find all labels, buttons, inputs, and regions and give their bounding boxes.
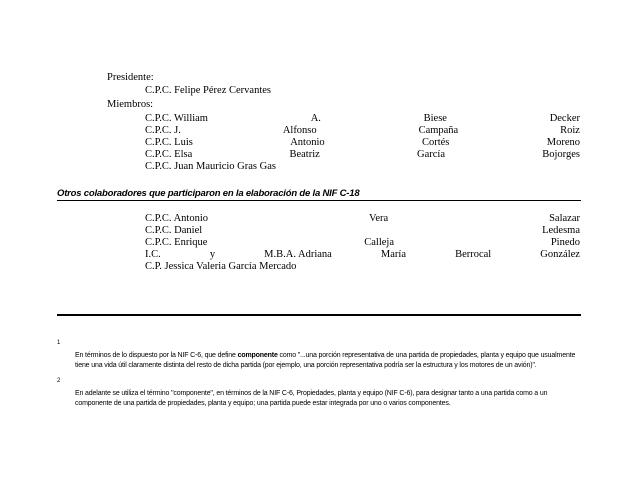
member-cell: García <box>417 149 446 160</box>
member-cell: Beatriz <box>289 149 320 160</box>
collaborator-cell: Calleja <box>364 237 394 248</box>
collaborator-cell: Ledesma <box>542 225 580 236</box>
president-heading: Presidente: <box>107 72 154 83</box>
collaborator-cell: Salazar <box>549 213 580 224</box>
member-cell: C.P.C. Luis <box>145 137 193 148</box>
member-cell: Antonio <box>290 137 325 148</box>
member-cell: Roiz <box>560 125 580 136</box>
member-cell: C.P.C. William <box>145 113 208 124</box>
footnote-1-number: 1 <box>57 340 61 346</box>
member-last: C.P.C. Juan Mauricio Gras Gas <box>145 161 276 172</box>
member-cell: C.P.C. Elsa <box>145 149 193 160</box>
collaborator-cell: González <box>540 249 580 260</box>
collaborator-cell: María <box>380 249 406 260</box>
collaborator-cell: Pinedo <box>550 237 580 248</box>
member-cell: Campaña <box>418 125 459 136</box>
member-cell: Alfonso <box>282 125 317 136</box>
footnote-1-text-start: En términos de lo dispuesto por la NIF C-6, que define <box>75 352 238 359</box>
collaborator-cell: Berrocal <box>455 249 492 260</box>
footnote-2-text: En adelante se utiliza el término "componente", en términos de la NIF C-6, Propiedades, planta y equipo (NIF C-6), para designar tanto a una partida como a un componente de una partida de propiedades, planta y equipo; una partida puede estar integrada por uno o varios componentes. <box>75 390 548 407</box>
collaborator-cell: y <box>209 249 216 260</box>
footnote-1-term: componente <box>237 352 278 359</box>
collaborator-cell: M.B.A. Adriana <box>264 249 332 260</box>
section-rule <box>57 200 581 201</box>
footnote-1-text <box>75 351 583 370</box>
member-cell: A. <box>310 113 321 124</box>
president-name: C.P.C. Felipe Pérez Cervantes <box>145 85 271 96</box>
footnote-1-text-end: como "...una porción representativa de una partida de propiedades, planta y equipo que usualmente tiene una vida útil claramente distinta del resto de dicha partida (por ejemplo, una porción representativa podría ser la estructura y los motores de un avión)". <box>75 352 576 369</box>
member-cell: Biese <box>423 113 447 124</box>
collaborator-cell: C.P.C. Enrique <box>145 237 208 248</box>
collaborators-title: Otros colaboradores que participaron en la elaboración de la NIF C-18 <box>57 188 360 199</box>
collaborator-last: C.P. Jessica Valeria García Mercado <box>145 261 297 272</box>
member-cell: Decker <box>549 113 580 124</box>
footnote-2-number: 2 <box>57 378 61 384</box>
collaborator-cell: Vera <box>368 213 389 224</box>
members-heading: Miembros: <box>107 99 154 110</box>
member-cell: Bojorges <box>542 149 580 160</box>
member-cell: Cortés <box>421 137 450 148</box>
collaborator-cell: C.P.C. Antonio <box>145 213 209 224</box>
collaborator-cell: I.C. <box>145 249 161 260</box>
footnote-separator <box>57 314 581 316</box>
member-cell: C.P.C. J. <box>145 125 181 136</box>
member-cell: Moreno <box>546 137 580 148</box>
collaborator-cell: C.P.C. Daniel <box>145 225 203 236</box>
